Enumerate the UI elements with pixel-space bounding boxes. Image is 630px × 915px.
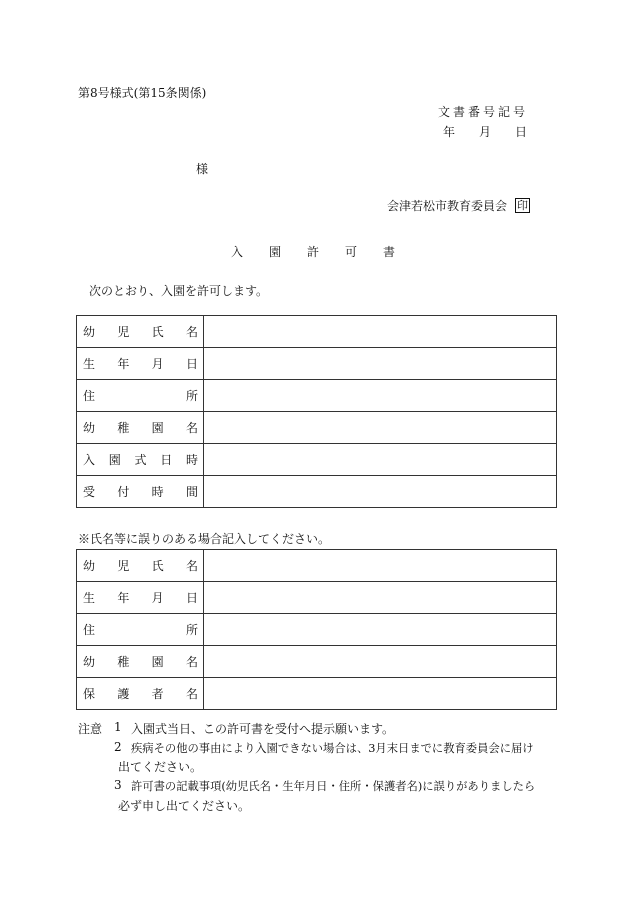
label-char: 保 bbox=[83, 687, 96, 701]
permit-table bbox=[76, 315, 557, 508]
label-char: 時 bbox=[151, 485, 164, 499]
note-text: 必ず申し出てください。 bbox=[118, 799, 251, 813]
note-text: 入園式当日、この許可書を受付へ提示願います。 bbox=[131, 722, 395, 736]
label-char: 日 bbox=[160, 453, 173, 467]
row-label-text bbox=[77, 685, 203, 702]
correction-note: ※氏名等に誤りのある場合記入してください。 bbox=[78, 532, 331, 546]
label-char: 幼 bbox=[83, 655, 96, 669]
row-label bbox=[77, 678, 204, 710]
row-value-field[interactable] bbox=[204, 646, 557, 678]
label-char: 氏 bbox=[151, 559, 164, 573]
row-label bbox=[77, 316, 204, 348]
label-char: 園 bbox=[151, 655, 164, 669]
date-day: 日 bbox=[514, 125, 527, 139]
row-value-field[interactable] bbox=[204, 316, 557, 348]
note-number: 3 bbox=[114, 778, 122, 792]
label-char: 日 bbox=[185, 357, 198, 371]
table-row bbox=[77, 678, 557, 710]
title-char: 許 bbox=[306, 245, 319, 259]
row-value-field[interactable] bbox=[204, 476, 557, 508]
date-year: 年 bbox=[443, 125, 456, 139]
label-char: 名 bbox=[185, 559, 198, 573]
label-char: 所 bbox=[185, 623, 198, 637]
label-char: 氏 bbox=[151, 325, 164, 339]
row-value-field[interactable] bbox=[204, 444, 557, 476]
table-row bbox=[77, 444, 557, 476]
label-char: 名 bbox=[185, 421, 198, 435]
title-char: 園 bbox=[268, 245, 281, 259]
row-value-field[interactable] bbox=[204, 550, 557, 582]
label-char: 者 bbox=[151, 687, 164, 701]
table-row bbox=[77, 646, 557, 678]
row-label bbox=[77, 614, 204, 646]
label-char: 年 bbox=[117, 591, 130, 605]
label-char: 園 bbox=[151, 421, 164, 435]
row-label-text bbox=[77, 653, 203, 670]
note-text: 許可書の記載事項(幼児氏名・生年月日・住所・保護者名)に誤りがありましたら bbox=[131, 780, 536, 793]
label-char: 生 bbox=[83, 591, 96, 605]
title-char: 書 bbox=[382, 245, 395, 259]
row-label bbox=[77, 646, 204, 678]
label-char: 名 bbox=[185, 687, 198, 701]
row-label-text bbox=[77, 419, 203, 436]
label-char: 園 bbox=[108, 453, 121, 467]
label-char: 付 bbox=[117, 485, 130, 499]
issuer-name: 会津若松市教育委員会 bbox=[387, 199, 508, 213]
intro-text: 次のとおり、入園を許可します。 bbox=[89, 284, 269, 298]
table-row bbox=[77, 582, 557, 614]
document-title bbox=[231, 243, 395, 260]
label-char: 稚 bbox=[117, 421, 130, 435]
label-char: 幼 bbox=[83, 559, 96, 573]
notes-title: 注意 bbox=[78, 722, 103, 736]
label-char: 月 bbox=[151, 591, 164, 605]
row-label-text bbox=[77, 323, 203, 340]
row-label-text bbox=[77, 387, 203, 404]
table-row bbox=[77, 380, 557, 412]
row-value-field[interactable] bbox=[204, 412, 557, 444]
table-row bbox=[77, 348, 557, 380]
note-number: 2 bbox=[114, 740, 122, 754]
row-value-field[interactable] bbox=[204, 582, 557, 614]
row-label bbox=[77, 444, 204, 476]
row-label bbox=[77, 380, 204, 412]
seal-mark: 印 bbox=[517, 199, 529, 212]
label-char: 時 bbox=[185, 453, 198, 467]
label-char: 日 bbox=[185, 591, 198, 605]
label-char: 幼 bbox=[83, 325, 96, 339]
title-char: 可 bbox=[344, 245, 357, 259]
row-value-field[interactable] bbox=[204, 678, 557, 710]
row-value-field[interactable] bbox=[204, 348, 557, 380]
row-label-text bbox=[77, 483, 203, 500]
row-value-field[interactable] bbox=[204, 614, 557, 646]
row-label-text bbox=[77, 621, 203, 638]
note-text: 疾病その他の事由により入園できない場合は、3月末日までに教育委員会に届け bbox=[131, 742, 534, 755]
row-label bbox=[77, 550, 204, 582]
form-number: 第8号様式(第15条関係) bbox=[78, 86, 207, 100]
label-char: 名 bbox=[185, 325, 198, 339]
label-char: 間 bbox=[185, 485, 198, 499]
row-label-text bbox=[77, 451, 203, 468]
label-char: 月 bbox=[151, 357, 164, 371]
label-char: 児 bbox=[117, 325, 130, 339]
row-label-text bbox=[77, 589, 203, 606]
date-month: 月 bbox=[478, 125, 491, 139]
date-line bbox=[443, 123, 527, 140]
row-label bbox=[77, 476, 204, 508]
correction-table bbox=[76, 549, 557, 710]
row-label bbox=[77, 582, 204, 614]
row-label bbox=[77, 412, 204, 444]
note-number: 1 bbox=[114, 720, 122, 734]
label-char: 住 bbox=[83, 389, 96, 403]
label-char: 稚 bbox=[117, 655, 130, 669]
table-row bbox=[77, 550, 557, 582]
label-char: 年 bbox=[117, 357, 130, 371]
row-label-text bbox=[77, 355, 203, 372]
table-row bbox=[77, 614, 557, 646]
label-char: 名 bbox=[185, 655, 198, 669]
label-char: 入 bbox=[83, 453, 96, 467]
row-label-text bbox=[77, 557, 203, 574]
label-char: 住 bbox=[83, 623, 96, 637]
label-char: 所 bbox=[185, 389, 198, 403]
table-row bbox=[77, 476, 557, 508]
table-row bbox=[77, 316, 557, 348]
label-char: 幼 bbox=[83, 421, 96, 435]
note-text: 出てください。 bbox=[118, 760, 203, 774]
addressee-suffix: 様 bbox=[196, 162, 209, 176]
title-char: 入 bbox=[231, 245, 244, 259]
issuer bbox=[387, 197, 530, 214]
document-number-label: 文書番号記号 bbox=[438, 105, 529, 119]
label-char: 護 bbox=[117, 687, 130, 701]
label-char: 式 bbox=[134, 453, 147, 467]
label-char: 児 bbox=[117, 559, 130, 573]
table-row bbox=[77, 412, 557, 444]
label-char: 受 bbox=[83, 485, 96, 499]
row-value-field[interactable] bbox=[204, 380, 557, 412]
row-label bbox=[77, 348, 204, 380]
label-char: 生 bbox=[83, 357, 96, 371]
